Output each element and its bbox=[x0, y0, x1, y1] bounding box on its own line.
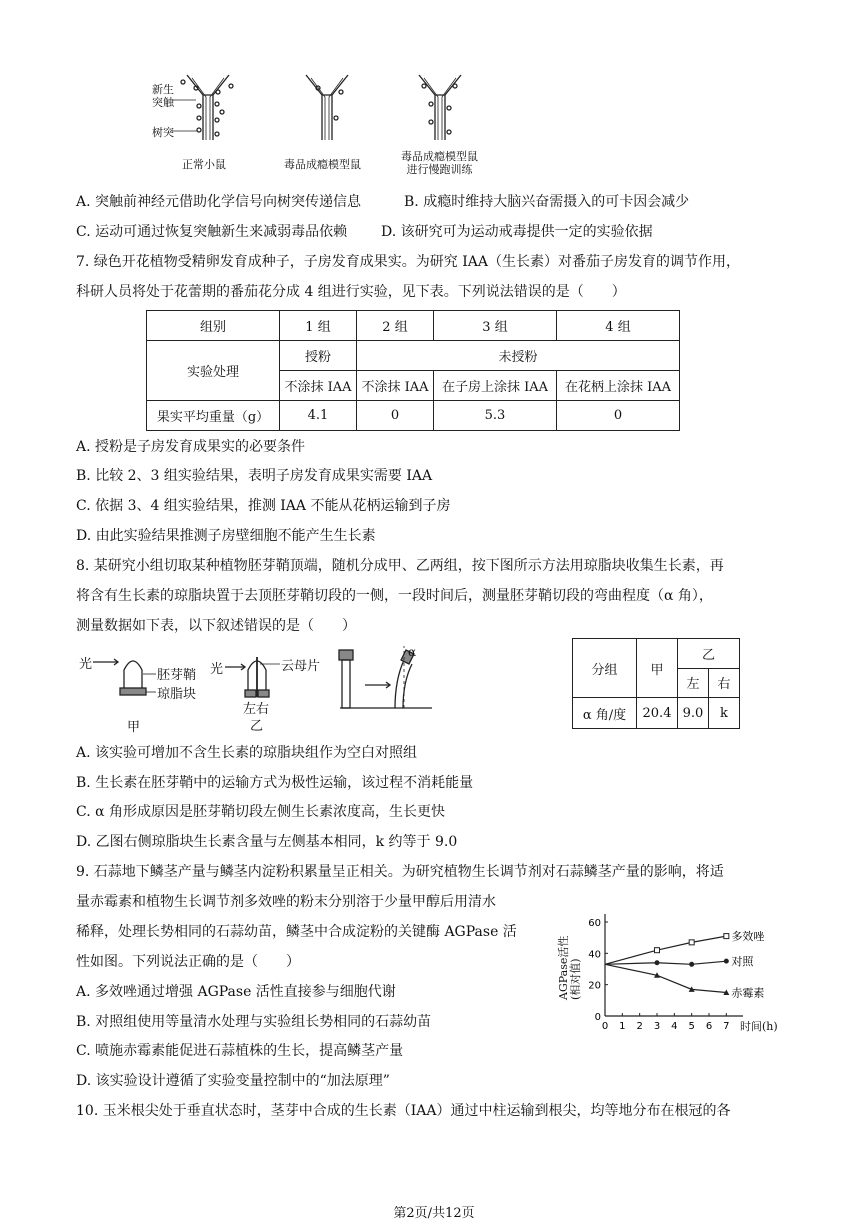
th-jia: 甲 bbox=[637, 639, 678, 698]
chart-ylabel-1: AGPase活性 bbox=[557, 935, 570, 1000]
label-new-synapse-line2: 突触 bbox=[152, 96, 174, 109]
series-label: 赤霉素 bbox=[731, 986, 765, 1000]
q9-stem-line2: 量赤霉素和植物生长调节剂多效唑的粉末分别溶于少量甲醇后用清水 bbox=[76, 894, 496, 910]
light-label-jia: 光 bbox=[79, 657, 93, 672]
cell-t1: 不涂抹 IAA bbox=[280, 371, 357, 401]
q8-option-b: B. 生长素在胚芽鞘中的运输方式为极性运输，该过程不消耗能量 bbox=[76, 775, 474, 791]
cell-w1: 4.1 bbox=[280, 401, 357, 431]
th-g4: 4 组 bbox=[557, 311, 680, 341]
chart-axes bbox=[588, 914, 743, 1032]
q9-stem-line3: 稀释，处理长势相同的石蒜幼苗，鳞茎中合成淀粉的关键酶 AGPase 活 bbox=[76, 924, 517, 940]
cell-t4: 在花柄上涂抹 IAA bbox=[557, 371, 680, 401]
x-tick-label: 1 bbox=[619, 1021, 626, 1032]
x-tick-label: 7 bbox=[723, 1021, 730, 1032]
th-treatment: 实验处理 bbox=[147, 341, 280, 401]
th-group: 分组 bbox=[573, 639, 637, 698]
q9-stem-line1: 9. 石蒜地下鳞茎产量与鳞茎内淀粉积累量呈正相关。为研究植物生长调节剂对石蒜鳞茎产量的影响，将适 bbox=[76, 864, 724, 880]
cell-w2: 0 bbox=[357, 401, 434, 431]
q8-stem-line2: 将含有生长素的琼脂块置于去顶胚芽鞘切段的一侧，一段时间后，测量胚芽鞘切段的弯曲程度（α 角）， bbox=[76, 588, 713, 604]
q6-option-d: D. 该研究可为运动戒毒提供一定的实验依据 bbox=[381, 224, 653, 240]
y-tick-label: 40 bbox=[588, 949, 601, 961]
q9-option-b: B. 对照组使用等量清水处理与实验组长势相同的石蒜幼苗 bbox=[76, 1014, 432, 1030]
q9-option-d: D. 该实验设计遵循了实验变量控制中的“加法原理” bbox=[76, 1073, 390, 1089]
caption-normal: 正常小鼠 bbox=[182, 158, 226, 171]
caption-addicted: 毒品成瘾模型鼠 bbox=[284, 158, 361, 171]
th-group: 组别 bbox=[147, 311, 280, 341]
q7-stem-line2: 科研人员将处于花蕾期的番茄花分成 4 组进行实验，见下表。下列说法错误的是（ ） bbox=[76, 284, 626, 300]
y-tick-label: 60 bbox=[588, 918, 601, 929]
jia-label: 甲 bbox=[127, 720, 141, 735]
x-tick-label: 3 bbox=[653, 1021, 661, 1032]
q10-stem-line1: 10. 玉米根尖处于垂直状态时，茎芽中合成的生长素（IAA）通过中柱运输到根尖，均等地分布在根冠的各 bbox=[76, 1103, 731, 1119]
q7-stem-line1: 7. 绿色开花植物受精卵发育成种子，子房发育成果实。为研究 IAA（生长素）对番茄子房发育的调节作用， bbox=[76, 254, 741, 270]
data-point bbox=[655, 960, 660, 965]
data-point bbox=[724, 959, 729, 964]
chart-xlabel: 时间(h) bbox=[740, 1020, 778, 1033]
cell-jia: 20.4 bbox=[637, 698, 678, 729]
y-tick-label: 20 bbox=[588, 980, 601, 992]
x-tick-label: 5 bbox=[688, 1021, 695, 1032]
series-line bbox=[605, 936, 726, 964]
caption-trained-line1: 毒品成瘾模型鼠 bbox=[401, 150, 478, 163]
q8-option-d: D. 乙图右侧琼脂块生长素含量与左侧基本相同，k 约等于 9.0 bbox=[76, 834, 458, 850]
q6-option-c: C. 运动可通过恢复突触新生来减弱毒品依赖 bbox=[76, 224, 348, 240]
series-label: 对照 bbox=[731, 955, 754, 969]
mica-label: 云母片 bbox=[281, 659, 321, 674]
chart-ylabel-2: (相对值) bbox=[569, 958, 582, 1000]
coleoptile-label: 胚芽鞘 bbox=[157, 668, 197, 683]
series-label: 多效唑 bbox=[731, 930, 765, 944]
cell-t2: 不涂抹 IAA bbox=[357, 371, 434, 401]
q6-option-b: B. 成瘾时维持大脑兴奋需摄入的可卡因会减少 bbox=[404, 194, 690, 210]
chart-ylabel bbox=[558, 936, 582, 1000]
left-right-label: 左右 bbox=[243, 702, 270, 717]
q7-option-a: A. 授粉是子房发育成果实的必要条件 bbox=[76, 439, 306, 455]
y-tick-label: 0 bbox=[594, 1012, 601, 1023]
agar-label: 琼脂块 bbox=[157, 687, 197, 702]
page-footer: 第2页/共12页 bbox=[393, 1206, 475, 1221]
x-tick-label: 0 bbox=[601, 1021, 609, 1032]
th-g2: 2 组 bbox=[357, 311, 434, 341]
cell-t3: 在子房上涂抹 IAA bbox=[434, 371, 557, 401]
label-spine: 树突 bbox=[152, 126, 174, 139]
q8-option-c: C. α 角形成原因是胚芽鞘切段左侧生长素浓度高，生长更快 bbox=[76, 804, 446, 820]
th-g3: 3 组 bbox=[434, 311, 557, 341]
cell-w4: 0 bbox=[557, 401, 680, 431]
x-tick-label: 2 bbox=[636, 1021, 643, 1032]
q9-stem-line4: 性如图。下列说法正确的是（ ） bbox=[76, 954, 300, 970]
data-point bbox=[655, 948, 660, 953]
data-point bbox=[689, 940, 694, 945]
q8-stem-line1: 8. 某研究小组切取某种植物胚芽鞘顶端，随机分成甲、乙两组，按下图所示方法用琼脂块收集生长素，再 bbox=[76, 558, 724, 574]
q8-stem-line3: 测量数据如下表，以下叙述错误的是（ ） bbox=[76, 618, 356, 634]
q9-option-a: A. 多效唑通过增强 AGPase 活性直接参与细胞代谢 bbox=[76, 984, 396, 1000]
x-tick-label: 6 bbox=[705, 1021, 713, 1032]
th-alpha: α 角/度 bbox=[573, 698, 637, 729]
th-yi: 乙 bbox=[678, 639, 740, 669]
q9-option-c: C. 喷施赤霉素能促进石蒜植株的生长，提高鳞茎产量 bbox=[76, 1043, 404, 1059]
cell-right: k bbox=[709, 698, 740, 729]
alpha-label: α bbox=[408, 645, 417, 659]
th-weight: 果实平均重量（g） bbox=[147, 401, 280, 431]
x-tick-label: 4 bbox=[671, 1021, 678, 1032]
th-right: 右 bbox=[709, 668, 740, 698]
light-label-yi: 光 bbox=[210, 662, 224, 677]
label-new-synapse-line1: 新生 bbox=[152, 83, 174, 96]
q6-option-a: A. 突触前神经元借助化学信号向树突传递信息 bbox=[76, 194, 362, 210]
cell-unpollinated: 未授粉 bbox=[357, 341, 680, 371]
series-line bbox=[605, 961, 726, 964]
caption-trained-line2: 进行慢跑训练 bbox=[406, 163, 473, 176]
cell-left: 9.0 bbox=[678, 698, 709, 729]
q7-option-d: D. 由此实验结果推测子房壁细胞不能产生生长素 bbox=[76, 528, 376, 544]
q8-option-a: A. 该实验可增加不含生长素的琼脂块组作为空白对照组 bbox=[76, 745, 418, 761]
th-g1: 1 组 bbox=[280, 311, 357, 341]
cell-w3: 5.3 bbox=[434, 401, 557, 431]
cell-pollinated: 授粉 bbox=[280, 341, 357, 371]
data-point bbox=[689, 962, 694, 967]
yi-label: 乙 bbox=[250, 719, 264, 734]
q7-option-b: B. 比较 2、3 组实验结果，表明子房发育成果实需要 IAA bbox=[76, 468, 433, 484]
q7-option-c: C. 依据 3、4 组实验结果，推测 IAA 不能从花柄运输到子房 bbox=[76, 498, 451, 514]
series-line bbox=[605, 964, 726, 992]
chart-marks bbox=[605, 929, 765, 999]
data-point bbox=[724, 934, 729, 939]
th-left: 左 bbox=[678, 668, 709, 698]
